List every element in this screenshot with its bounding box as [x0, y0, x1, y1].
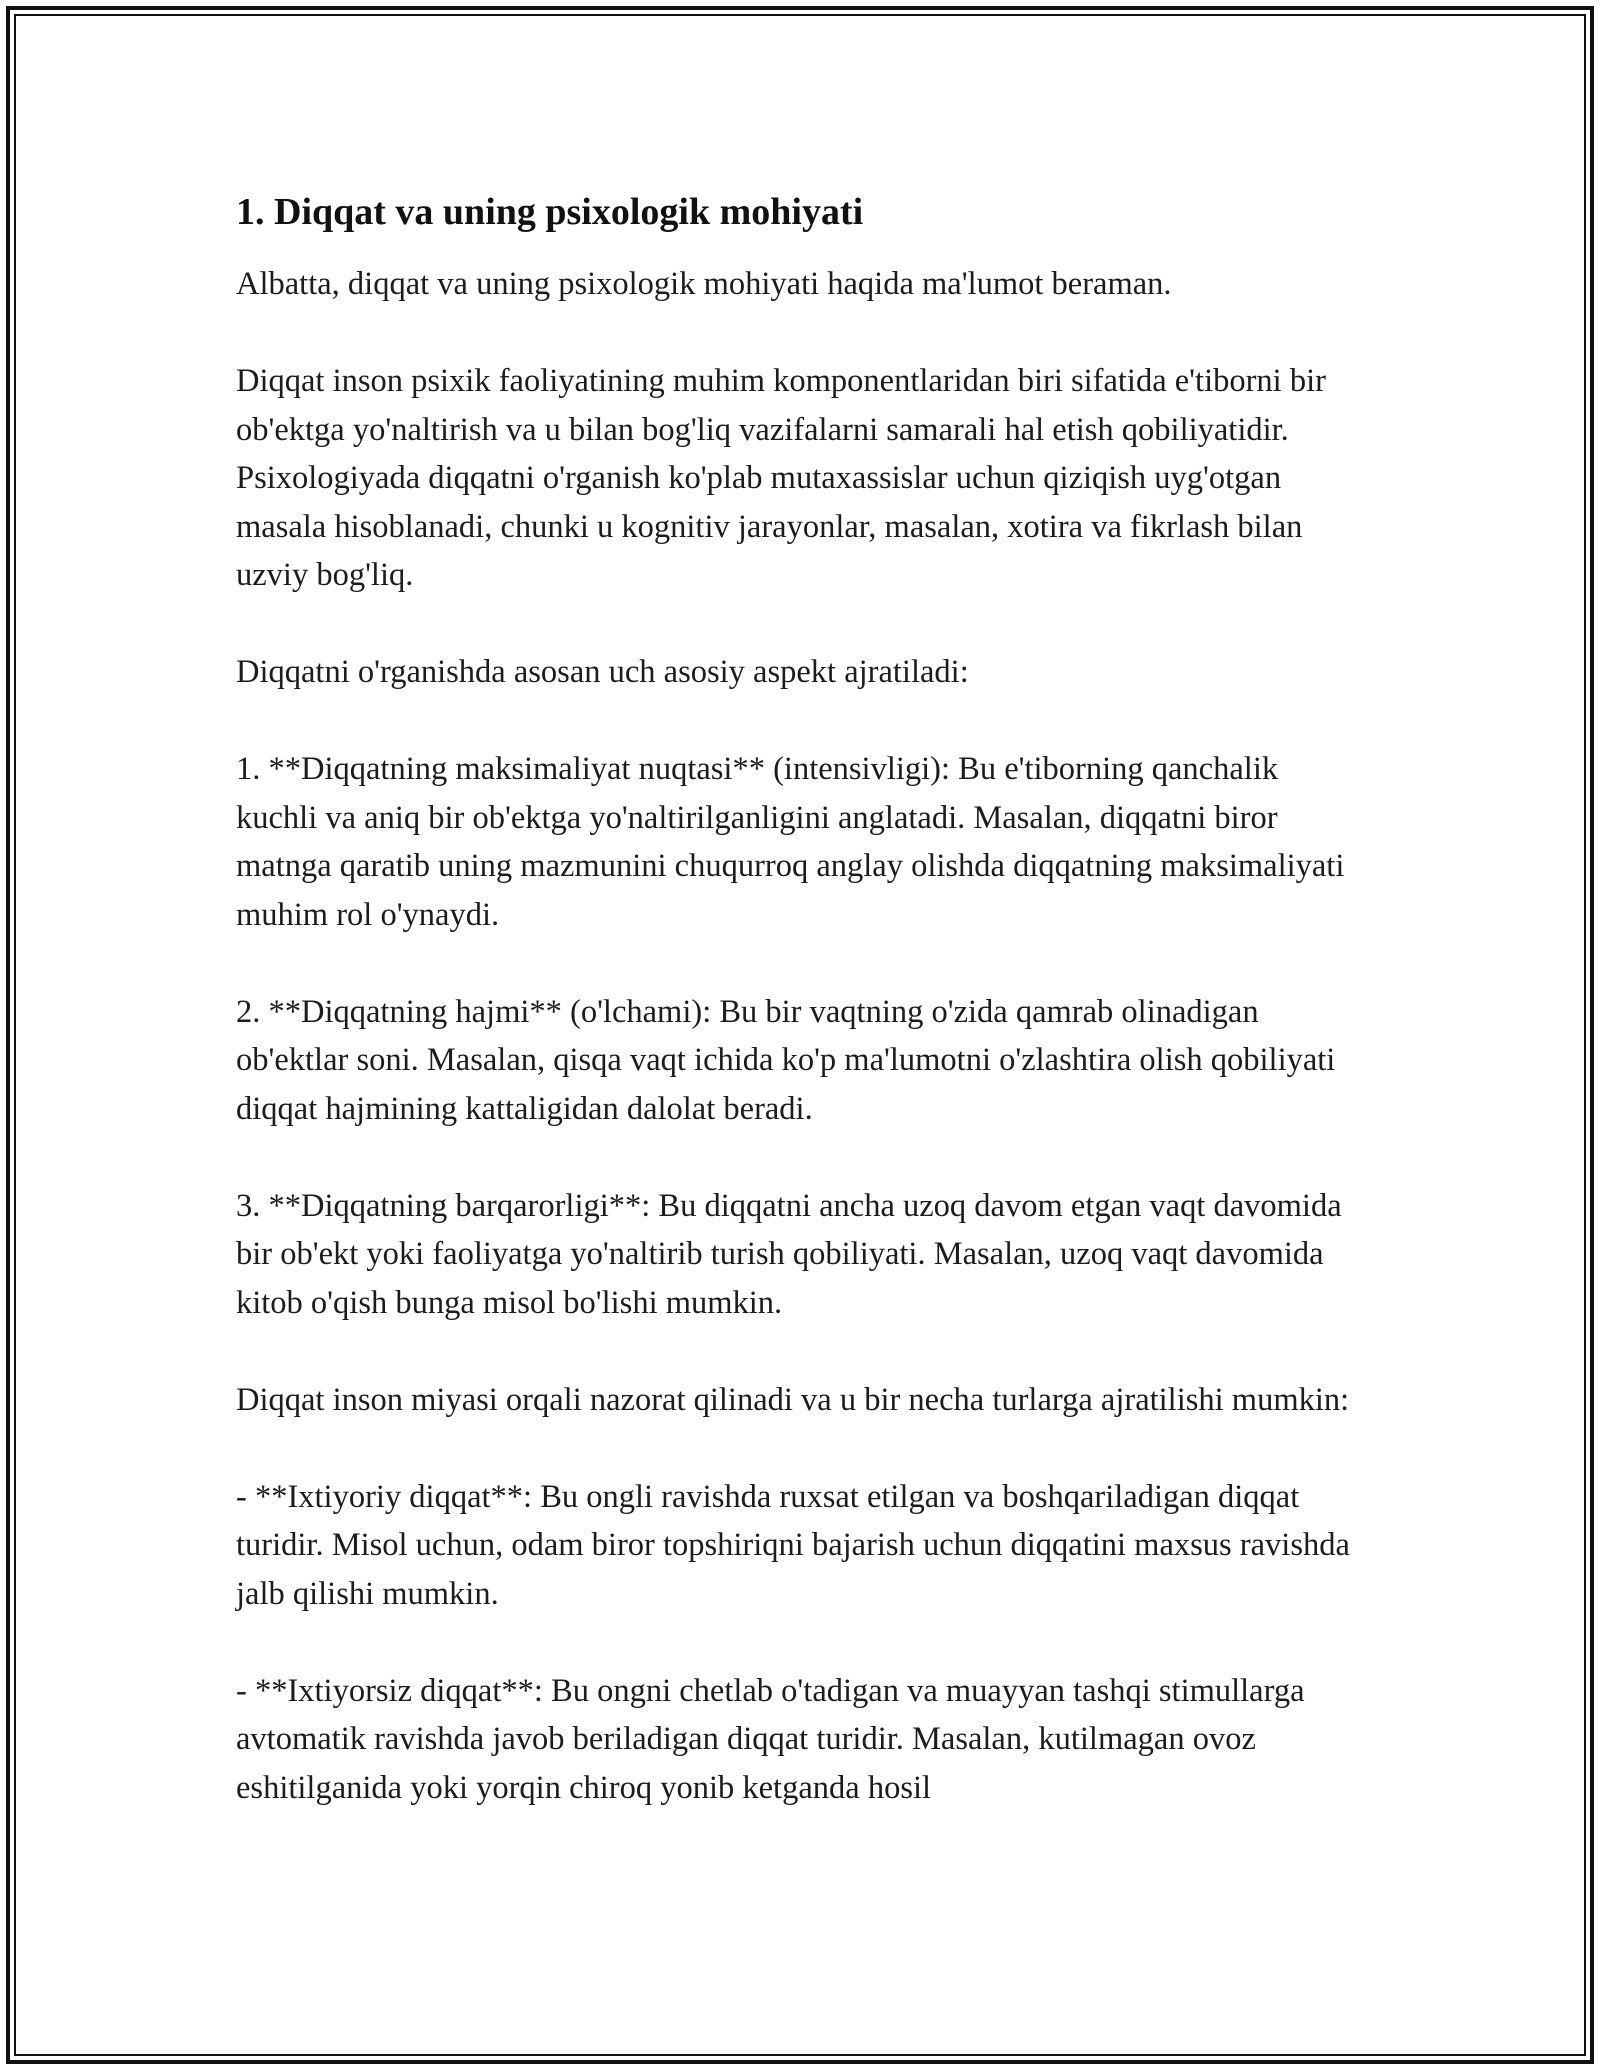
paragraph-voluntary-attention: - **Ixtiyoriy diqqat**: Bu ongli ravishda ruxsat etilgan va boshqariladigan diqqat turidir. Misol uchun, odam biror topshiriqni bajarish uchun diqqatini maxsus ravishda jalb qilishi mumkin. — [236, 1478, 1350, 1612]
paragraph-aspect-volume: 2. **Diqqatning hajmi** (o'lchami): Bu bir vaqtning o'zida qamrab olinadigan ob'ektlar soni. Masalan, qisqa vaqt ichida ko'p ma'lumotni o'zlashtira olish qobiliyati diqqat hajmining kattaligidan dalolat beradi. — [236, 993, 1336, 1127]
paragraph-aspect-stability: 3. **Diqqatning barqarorligi**: Bu diqqatni ancha uzoq davom etgan vaqt davomida bir ob'ekt yoki faoliyatga yo'naltirib turish qobiliyati. Masalan, uzoq vaqt davomida kitob o'qish bunga misol bo'lishi mumkin. — [236, 1187, 1342, 1321]
paragraph-definition: Diqqat inson psixik faoliyatining muhim komponentlaridan biri sifatida e'tiborni bir ob'ektga yo'naltirish va u bilan bog'liq vazifalarni samarali hal etish qobiliyatidir. Psixologiyada diqqatni o'rganish ko'plab mutaxassislar uchun qiziqish uyg'otgan masala hisoblanadi, chunki u kognitiv jarayonlar, masalan, xotira va fikrlash bilan uzviy bog'liq. — [236, 363, 1326, 593]
paragraph-types-lead: Diqqat inson miyasi orqali nazorat qilinadi va u bir necha turlarga ajratilishi mumkin: — [236, 1381, 1350, 1418]
section-heading: 1. Diqqat va uning psixologik mohiyati — [236, 191, 864, 233]
paragraph-involuntary-attention: - **Ixtiyorsiz diqqat**: Bu ongni chetlab o'tadigan va muayyan tashqi stimullarga avtomatik ravishda javob beriladigan diqqat turidir. Masalan, kutilmagan ovoz eshitilganida yoki yorqin chiroq yonib ketganda hosil — [236, 1672, 1305, 1806]
paragraph-intro: Albatta, diqqat va uning psixologik mohiyati haqida ma'lumot beraman. — [236, 266, 1172, 302]
paragraph-aspects-lead: Diqqatni o'rganishda asosan uch asosiy aspekt ajratiladi: — [236, 654, 969, 690]
paragraph-aspect-intensity: 1. **Diqqatning maksimaliyat nuqtasi** (intensivligi): Bu e'tiborning qanchalik kuchli va aniq bir ob'ektga yo'naltirilganligini anglatadi. Masalan, diqqatni biror matnga qaratib uning mazmunini chuqurroq anglay olishda diqqatning maksimaliyati muhim rol o'ynaydi. — [236, 751, 1345, 933]
document-body — [236, 186, 1356, 1812]
